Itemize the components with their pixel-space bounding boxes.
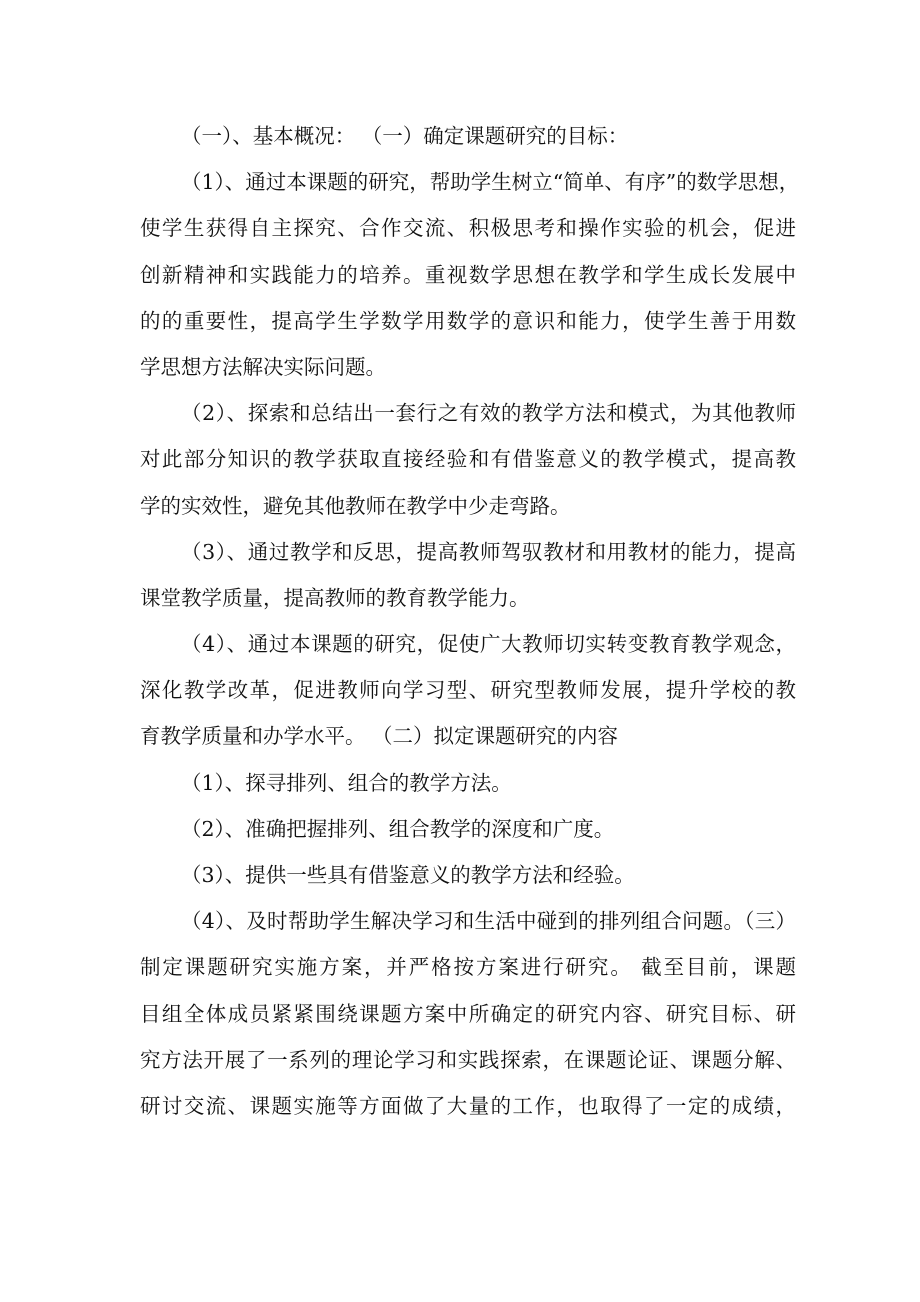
document-body	[140, 113, 800, 1129]
text-line: 制定课题研究实施方案，并严格按方案进行研究。 截至目前，课题	[140, 955, 796, 980]
document-page	[140, 113, 800, 1129]
text-line: （4）、及时帮助学生解决学习和生活中碰到的排列组合问题。（三）	[181, 909, 796, 934]
text-line: （1）、探寻排列、组合的教学方法。	[181, 770, 512, 795]
text-line: 的的重要性，提高学生学数学用数学的意识和能力，使学生善于用数	[140, 308, 796, 333]
text-line: 创新精神和实践能力的培养。重视数学思想在教学和学生成长发展中	[140, 262, 796, 287]
text-line: 学思想方法解决实际问题。	[140, 354, 386, 379]
text-line: 对此部分知识的教学获取直接经验和有借鉴意义的教学模式，提高教	[140, 447, 796, 472]
text-line: 究方法开展了一系列的理论学习和实践探索，在课题论证、课题分解、	[140, 1047, 796, 1072]
text-line: 学的实效性，避免其他教师在教学中少走弯路。	[140, 493, 571, 518]
text-line: （1）、通过本课题的研究，帮助学生树立“简单、有序”的数学思想，	[181, 170, 800, 195]
text-line: （2）、探索和总结出一套行之有效的教学方法和模式，为其他教师	[181, 401, 796, 426]
text-line: 使学生获得自主探究、合作交流、积极思考和操作实验的机会，促进	[140, 216, 796, 241]
text-line: 研讨交流、课题实施等方面做了大量的工作，也取得了一定的成绩，	[140, 1093, 796, 1118]
text-line: 育教学质量和办学水平。 （二）拟定课题研究的内容	[140, 724, 619, 749]
text-line: 目组全体成员紧紧围绕课题方案中所确定的研究内容、研究目标、研	[140, 1001, 796, 1026]
text-line: （2）、准确把握排列、组合教学的深度和广度。	[181, 816, 615, 841]
text-line: 深化教学改革，促进教师向学习型、研究型教师发展，提升学校的教	[140, 678, 796, 703]
text-line: （4）、通过本课题的研究，促使广大教师切实转变教育教学观念，	[181, 632, 796, 657]
text-line: （3）、提供一些具有借鉴意义的教学方法和经验。	[181, 863, 635, 887]
text-line: （一）、基本概况： （一）确定课题研究的目标：	[181, 124, 629, 148]
text-line: 课堂教学质量，提高教师的教育教学能力。	[140, 585, 530, 610]
text-line: （3）、通过教学和反思，提高教师驾驭教材和用教材的能力，提高	[181, 539, 796, 564]
